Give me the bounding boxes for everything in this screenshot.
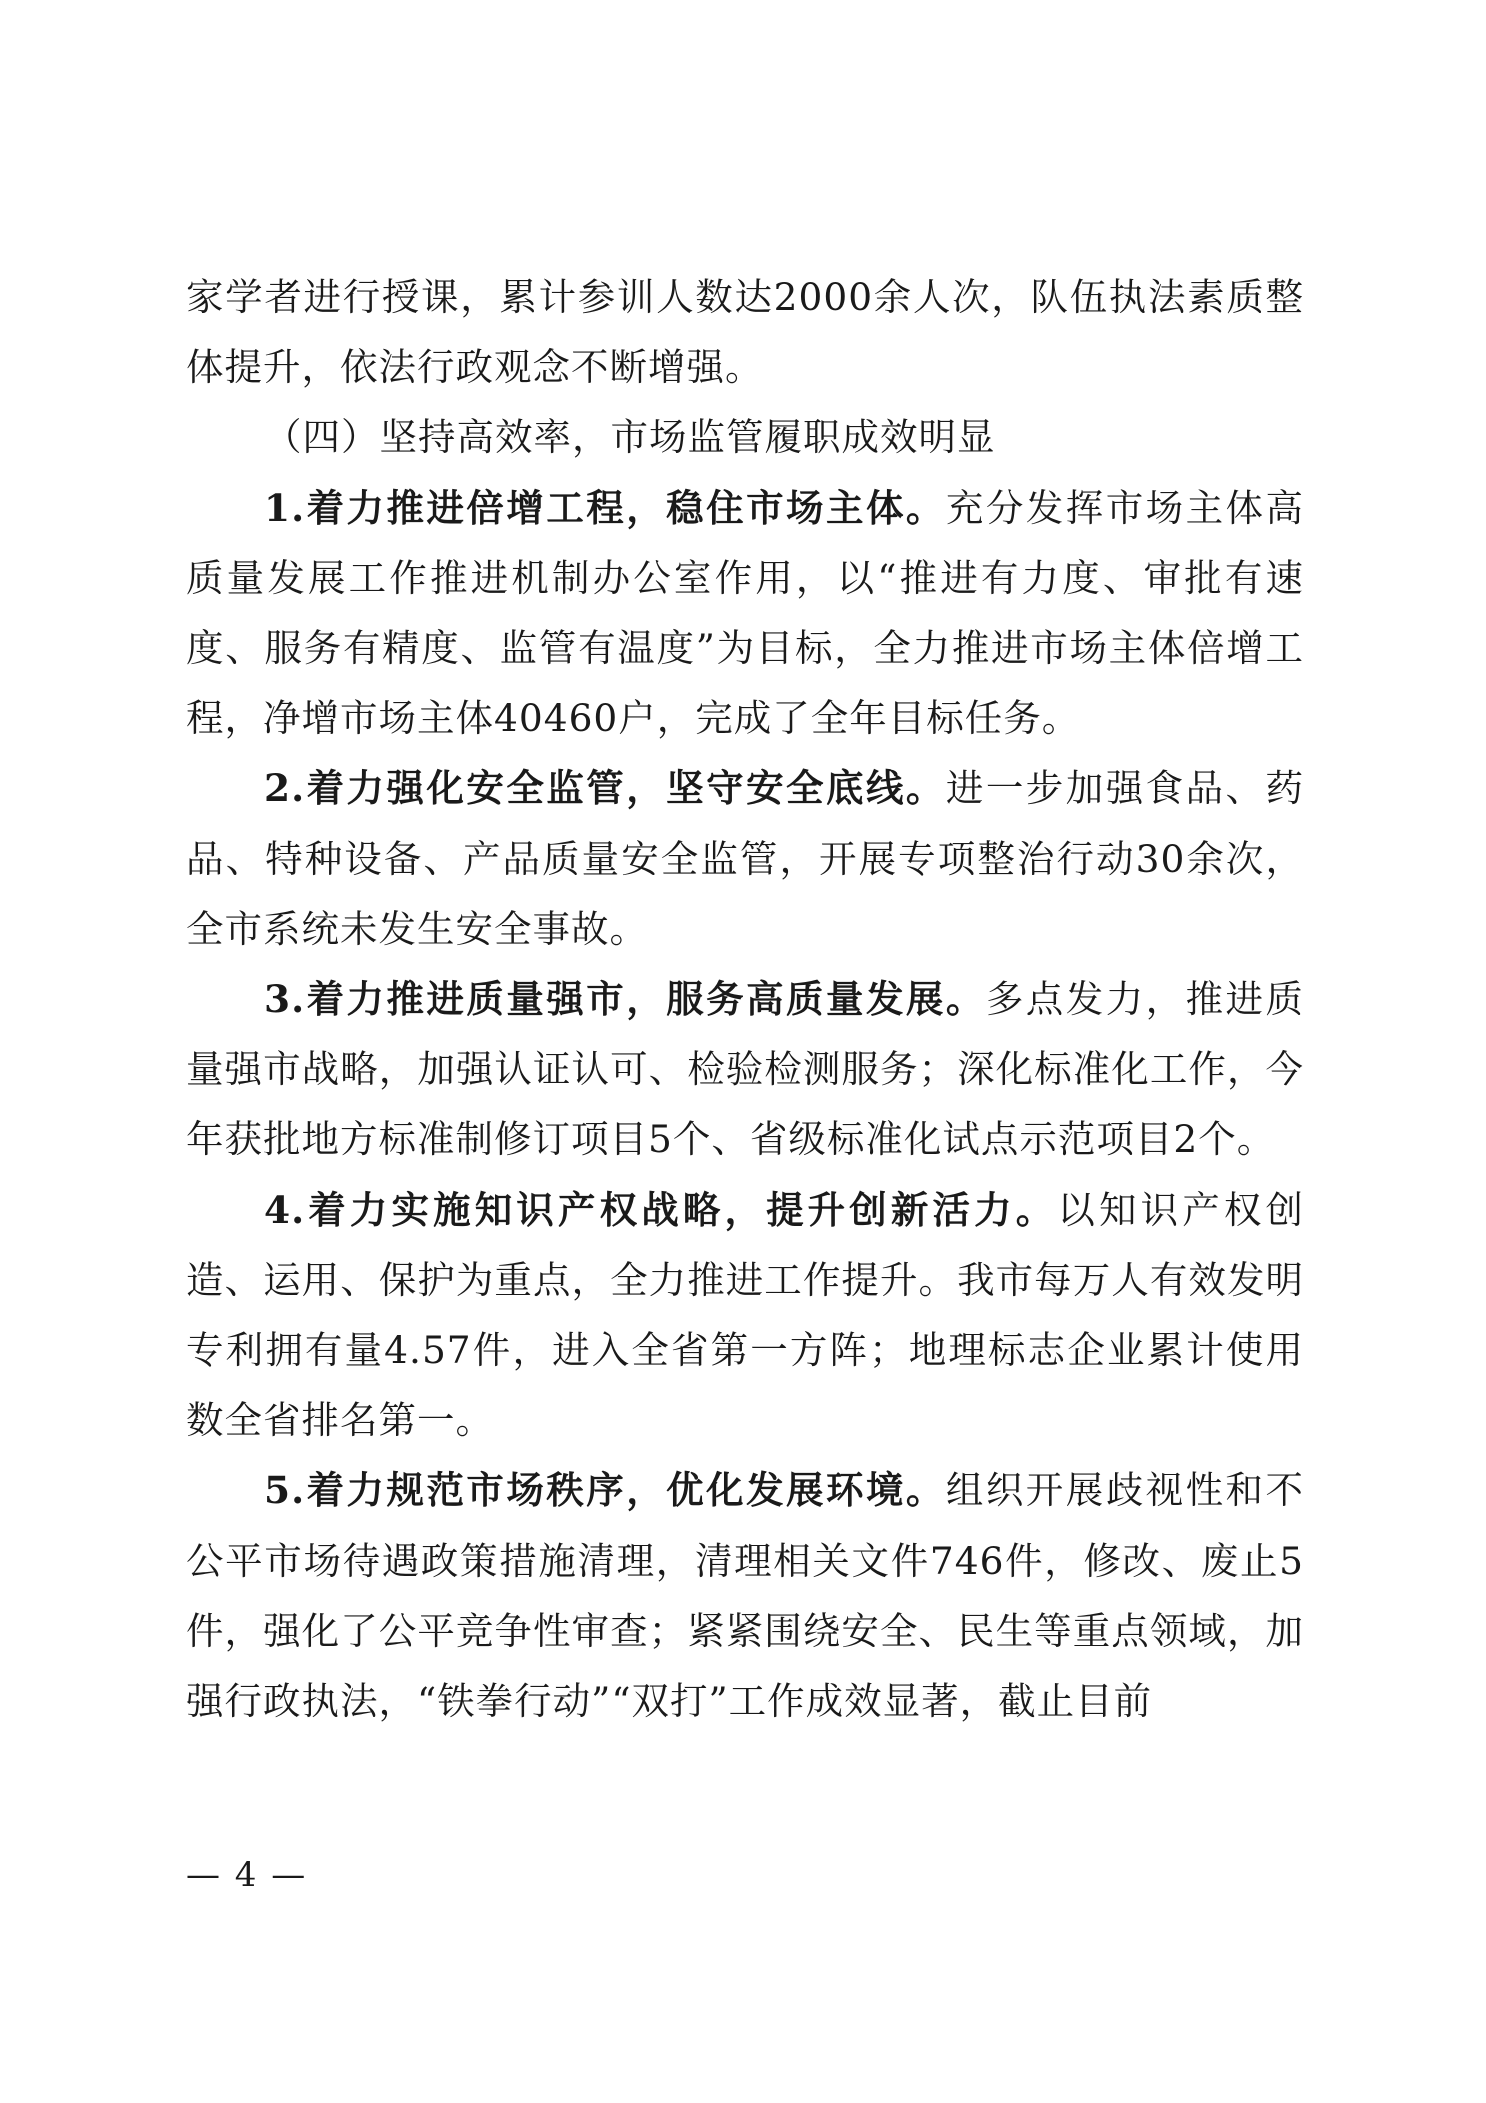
section-heading-text: （四）坚持高效率，市场监管履职成效明显 xyxy=(264,415,996,460)
document-body xyxy=(186,262,1304,1736)
paragraph-item-3 xyxy=(186,964,1304,1175)
item-3-text: 多点发力，推进质量强市战略，加强认证认可、检验检测服务；深化标准化工作，今年获批地方标准制修订项目5个、省级标准化试点示范项目2个。 xyxy=(186,977,1305,1162)
item-1-lead: 1.着力推进倍增工程，稳住市场主体。 xyxy=(264,485,946,530)
item-1-text: 充分发挥市场主体高质量发展工作推进机制办公室作用，以“推进有力度、审批有速度、服务有精度、监管有温度”为目标，全力推进市场主体倍增工程，净增市场主体40460户，完成了全年目标任务。 xyxy=(186,485,1305,741)
item-2-text: 进一步加强食品、药品、特种设备、产品质量安全监管，开展专项整治行动30余次，全市系统未发生安全事故。 xyxy=(186,766,1305,951)
item-5-lead: 5.着力规范市场秩序，优化发展环境。 xyxy=(264,1468,946,1513)
item-2-lead: 2.着力强化安全监管，坚守安全底线。 xyxy=(264,766,946,811)
paragraph-item-5 xyxy=(186,1455,1304,1736)
section-heading xyxy=(186,402,1304,472)
item-3-lead: 3.着力推进质量强市，服务高质量发展。 xyxy=(264,977,986,1022)
paragraph-item-1 xyxy=(186,473,1304,754)
paragraph-item-2 xyxy=(186,753,1304,964)
item-4-text: 以知识产权创造、运用、保护为重点，全力推进工作提升。我市每万人有效发明专利拥有量4.57件，进入全省第一方阵；地理标志企业累计使用数全省排名第一。 xyxy=(186,1187,1304,1443)
item-5-text: 组织开展歧视性和不公平市场待遇政策措施清理，清理相关文件746件，修改、废止5件，强化了公平竞争性审查；紧紧围绕安全、民生等重点领域，加强行政执法，“铁拳行动”“双打”工作成效显著，截止目前 xyxy=(186,1468,1305,1724)
paragraph-item-4 xyxy=(186,1175,1304,1456)
paragraph-continuation xyxy=(186,262,1304,402)
page-number: — 4 — xyxy=(186,1855,308,1895)
item-4-lead: 4.着力实施知识产权战略，提升创新活力。 xyxy=(264,1187,1058,1232)
paragraph-text: 家学者进行授课，累计参训人数达2000余人次，队伍执法素质整体提升，依法行政观念不断增强。 xyxy=(186,275,1304,390)
